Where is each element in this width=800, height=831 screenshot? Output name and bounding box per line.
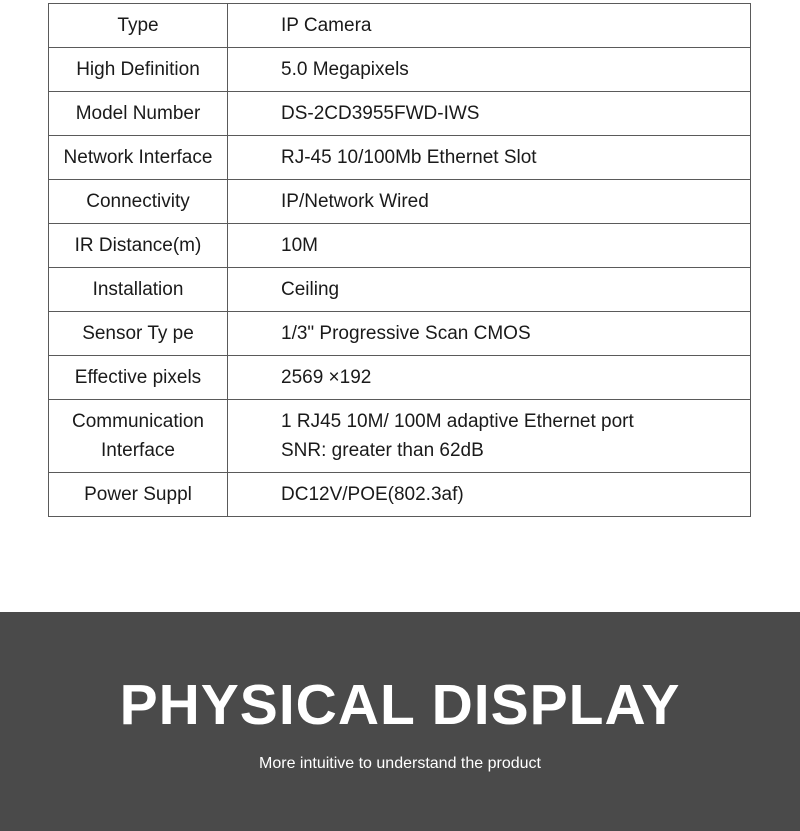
- spec-label: Power Suppl: [49, 473, 228, 517]
- spec-value-line: 2569 ×192: [281, 367, 372, 388]
- banner-subtitle: More intuitive to understand the product: [259, 755, 541, 772]
- spec-label: Type: [49, 4, 228, 48]
- spec-value-line: IP/Network Wired: [281, 191, 429, 212]
- spec-value-line: DS-2CD3955FWD-IWS: [281, 103, 480, 124]
- spec-value-line: SNR: greater than 62dB: [281, 440, 484, 461]
- table-row: [49, 312, 751, 356]
- table-row: [49, 180, 751, 224]
- spec-value: [228, 400, 751, 473]
- spec-value: [228, 224, 751, 268]
- spec-label: Model Number: [49, 92, 228, 136]
- spec-value: [228, 136, 751, 180]
- spec-value: [228, 268, 751, 312]
- spec-value-line: RJ-45 10/100Mb Ethernet Slot: [281, 147, 537, 168]
- spec-label-line: Interface: [101, 440, 175, 461]
- spec-value-line: IP Camera: [281, 15, 372, 36]
- table-row: [49, 92, 751, 136]
- spec-value-line: Ceiling: [281, 279, 340, 300]
- spec-value-line: 5.0 Megapixels: [281, 59, 409, 80]
- spec-label: Connectivity: [49, 180, 228, 224]
- spec-value: [228, 180, 751, 224]
- table-row: [49, 4, 751, 48]
- spec-label-line: Communication: [72, 411, 204, 432]
- spec-value: [228, 48, 751, 92]
- spec-label: Effective pixels: [49, 356, 228, 400]
- spec-value-line: 1/3" Progressive Scan CMOS: [281, 323, 531, 344]
- spec-value: [228, 356, 751, 400]
- spec-value: [228, 473, 751, 517]
- physical-display-banner: [0, 612, 800, 831]
- spec-label: Installation: [49, 268, 228, 312]
- table-row: [49, 224, 751, 268]
- spec-value: [228, 92, 751, 136]
- table-row: [49, 473, 751, 517]
- table-row: [49, 48, 751, 92]
- spec-value: [228, 4, 751, 48]
- table-row: [49, 268, 751, 312]
- spec-table: [48, 3, 751, 517]
- table-row: [49, 356, 751, 400]
- spec-value-line: 10M: [281, 235, 318, 256]
- spec-value: [228, 312, 751, 356]
- spec-value-line: DC12V/POE(802.3af): [281, 484, 464, 505]
- spec-label: [49, 400, 228, 473]
- spec-value-line: 1 RJ45 10M/ 100M adaptive Ethernet port: [281, 411, 634, 432]
- banner-title: PHYSICAL DISPLAY: [119, 673, 681, 737]
- table-row: [49, 136, 751, 180]
- spec-label: Sensor Ty pe: [49, 312, 228, 356]
- spec-label: Network Interface: [49, 136, 228, 180]
- spec-label: IR Distance(m): [49, 224, 228, 268]
- spec-label: High Definition: [49, 48, 228, 92]
- table-row: [49, 400, 751, 473]
